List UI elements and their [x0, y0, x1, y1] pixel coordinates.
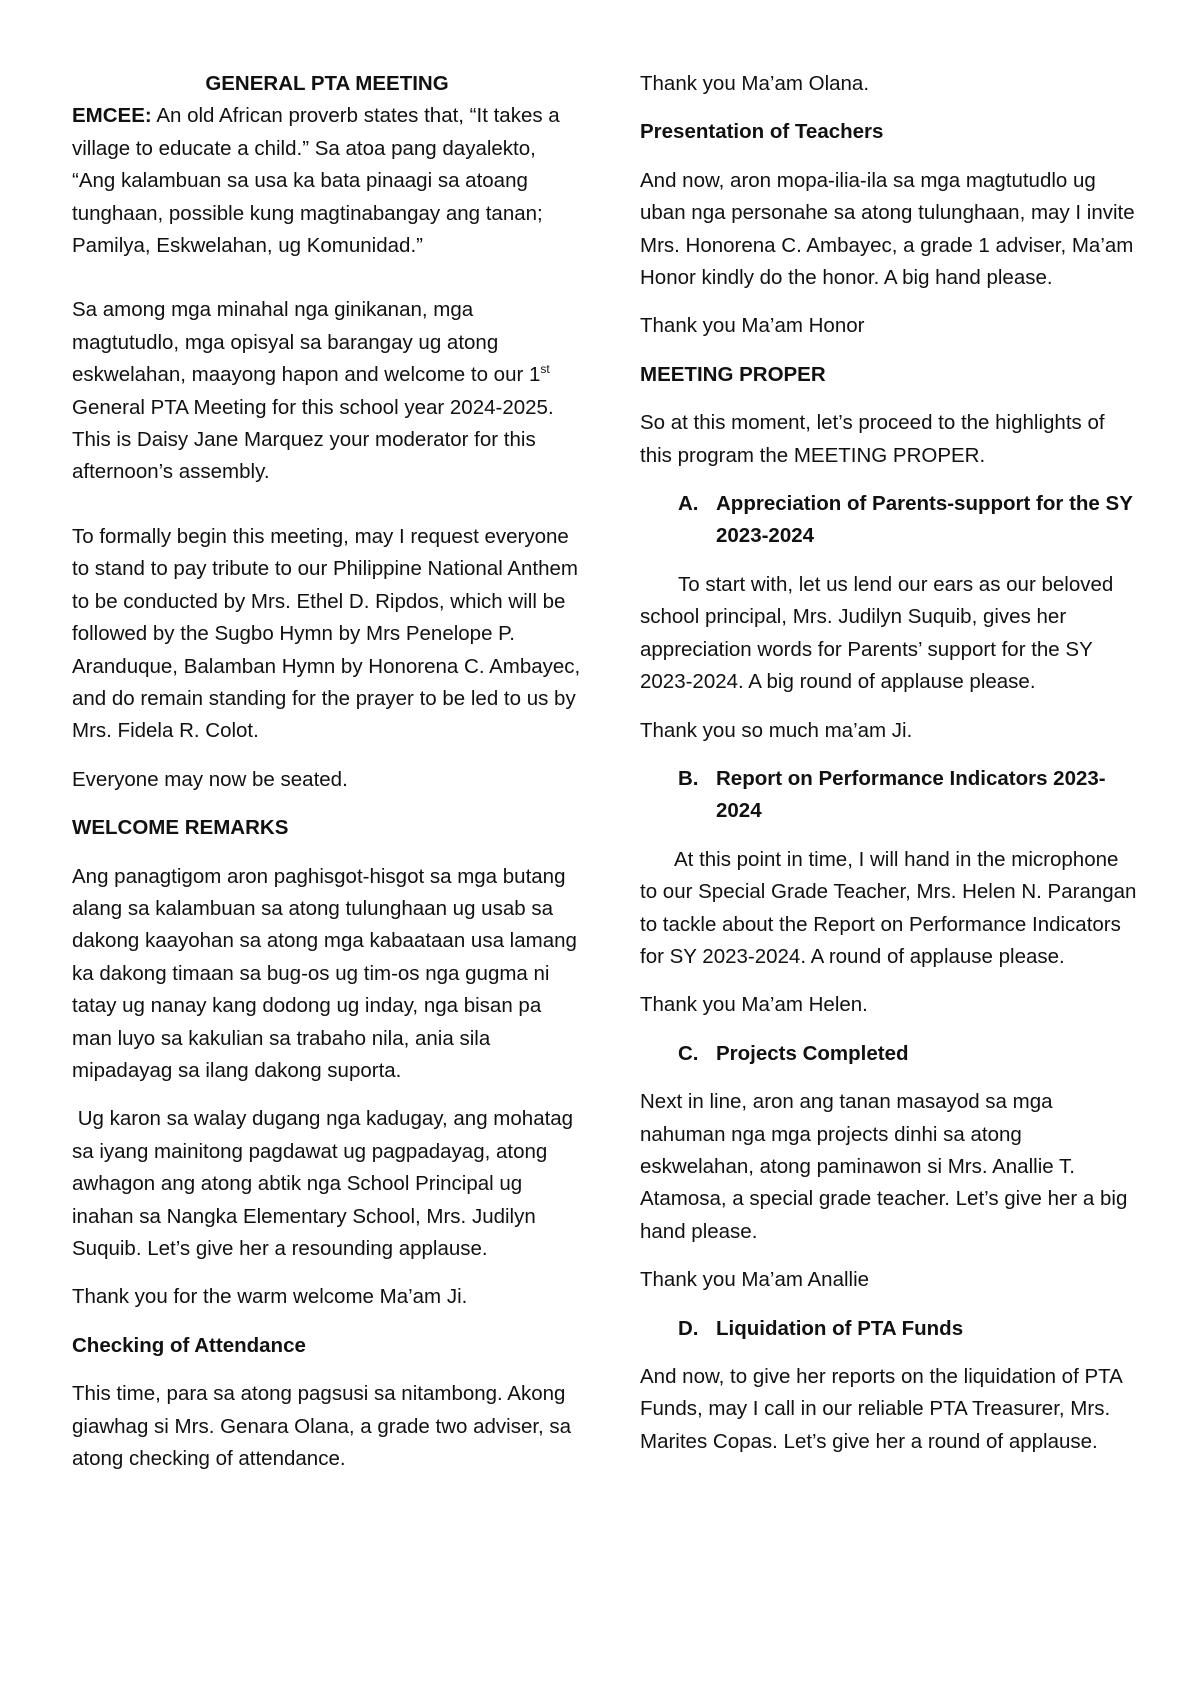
meeting-proper-paragraph: So at this moment, let’s proceed to the highlights of this program the MEETING PROPER.: [640, 411, 1105, 467]
thanks-olana-paragraph: Thank you Ma’am Olana.: [640, 72, 870, 95]
thanks-honor-paragraph: Thank you Ma’am Honor: [640, 314, 865, 338]
teachers-paragraph: And now, aron mopa-ilia-ila sa mga magtutudlo ug uban nga personahe sa atong tulunghaan, may I invite Mrs. Honorena C. Ambayec, a grade 1 adviser, Ma’am Honor kindly do the honor. A big hand please.: [640, 168, 1135, 290]
principal-intro-paragraph: Ug karon sa walay dugang nga kadugay, ang mohatag sa iyang mainitong pagdawat ug pagpadayag, atong awhagon ang atong abtik nga School Principal ug inahan sa Nangka Elementary School, Mrs. Judilyn Suquib. Let’s give her a resounding applause.: [72, 1107, 579, 1260]
emcee-label: EMCEE:: [72, 104, 152, 128]
list-item-c-heading: [640, 1038, 1140, 1070]
item-d-paragraph: And now, to give her reports on the liquidation of PTA Funds, may I call in our reliable PTA Treasurer, Mrs. Marites Copas. Let’s give her a round of applause.: [640, 1365, 1122, 1453]
item-c-paragraph: Next in line, aron ang tanan masayod sa mga nahuman nga mga projects dinhi sa atong eskwelahan, atong paminawon si Mrs. Anallie T. Atamosa, a special grade teacher. Let’s give her a big hand please.: [640, 1090, 1128, 1243]
greeting-text-end: General PTA Meeting for this school year 2024-2025. This is Daisy Jane Marquez your moderator for this afternoon’s assembly.: [72, 395, 554, 484]
left-column: [72, 68, 582, 1491]
thanks-ji-paragraph: Thank you for the warm welcome Ma’am Ji.: [72, 1285, 468, 1309]
item-a-thanks: Thank you so much ma’am Ji.: [640, 718, 913, 742]
item-c-thanks: Thank you Ma’am Anallie: [640, 1268, 870, 1292]
item-b-text: At this point in time, I will hand in the microphone to our Special Grade Teacher, Mrs. Helen N. Parangan to tackle about the Report on Performance Indicators for SY 2023-2024. A round of applause please.: [640, 847, 1137, 968]
list-marker: B.: [678, 766, 699, 790]
welcome-heading: WELCOME REMARKS: [72, 816, 289, 840]
list-heading: Report on Performance Indicators 2023-2024: [716, 766, 1106, 823]
anthem-paragraph: To formally begin this meeting, may I request everyone to stand to pay tribute to our Philippine National Anthem to be conducted by Mrs. Ethel D. Ripdos, which will be followed by the Sugbo Hymn by Mrs Penelope P. Aranduque, Balamban Hymn by Honorena C. Ambayec, and do remain standing for the prayer to be led to us by Mrs. Fidela R. Colot.: [72, 524, 581, 743]
greeting-paragraph: [72, 294, 582, 488]
blank-line: [72, 262, 582, 294]
welcome-paragraph: Ang panagtigom aron paghisgot-hisgot sa mga butang alang sa kalambuan sa atong tulunghaan ug usab sa dakong kaayohan sa atong mga kabaataan usa lamang ka dakong timaan sa bug-os ug tim-os nga gugma ni tatay ug nanay kang dodong ug inday, nga bisan pa man luyo sa kakulian sa trabaho nila, ania sila mipadayag sa ilang dakong suporta.: [72, 864, 577, 1082]
page-title: GENERAL PTA MEETING: [205, 72, 449, 95]
list-item-a-heading: [640, 488, 1140, 553]
right-column: [640, 68, 1140, 1474]
teachers-heading: Presentation of Teachers: [640, 120, 884, 144]
list-item-d-heading: [640, 1313, 1140, 1345]
list-heading: Projects Completed: [716, 1041, 909, 1065]
ordinal-suffix: st: [540, 362, 550, 377]
blank-line: [72, 489, 582, 521]
seated-paragraph: Everyone may now be seated.: [72, 767, 348, 791]
attendance-paragraph: This time, para sa atong pagsusi sa nitambong. Akong giawhag si Mrs. Genara Olana, a grade two adviser, sa atong checking of attendance.: [72, 1382, 572, 1471]
emcee-paragraph: [72, 100, 582, 262]
item-a-text: To start with, let us lend our ears as our beloved school principal, Mrs. Judilyn Suquib, gives her appreciation words for Parents’ support for the SY 2023-2024. A big round of applause please.: [640, 572, 1114, 694]
list-marker: D.: [678, 1316, 699, 1340]
emcee-text: An old African proverb states that, “It takes a village to educate a child.” Sa atoa pang dayalekto, “Ang kalambuan sa usa ka bata pinaagi sa atoang tunghaan, possible kung magtinabangay ang tanan; Pamilya, Eskwelahan, ug Komunidad.”: [72, 104, 560, 258]
list-heading: Appreciation of Parents-support for the SY 2023-2024: [716, 492, 1133, 548]
list-heading: Liquidation of PTA Funds: [716, 1316, 964, 1340]
item-a-paragraph: [640, 569, 1140, 699]
list-item-b-heading: [640, 763, 1140, 828]
meeting-proper-heading: MEETING PROPER: [640, 362, 826, 386]
list-marker: C.: [678, 1041, 699, 1065]
item-b-paragraph: [640, 844, 1140, 974]
list-marker: A.: [678, 492, 699, 516]
item-b-thanks: Thank you Ma’am Helen.: [640, 993, 868, 1017]
attendance-heading: Checking of Attendance: [72, 1333, 306, 1357]
greeting-text-start: Sa among mga minahal nga ginikanan, mga magtutudlo, mga opisyal sa barangay ug atong eskwelahan, maayong hapon and welcome to our 1: [72, 298, 541, 387]
